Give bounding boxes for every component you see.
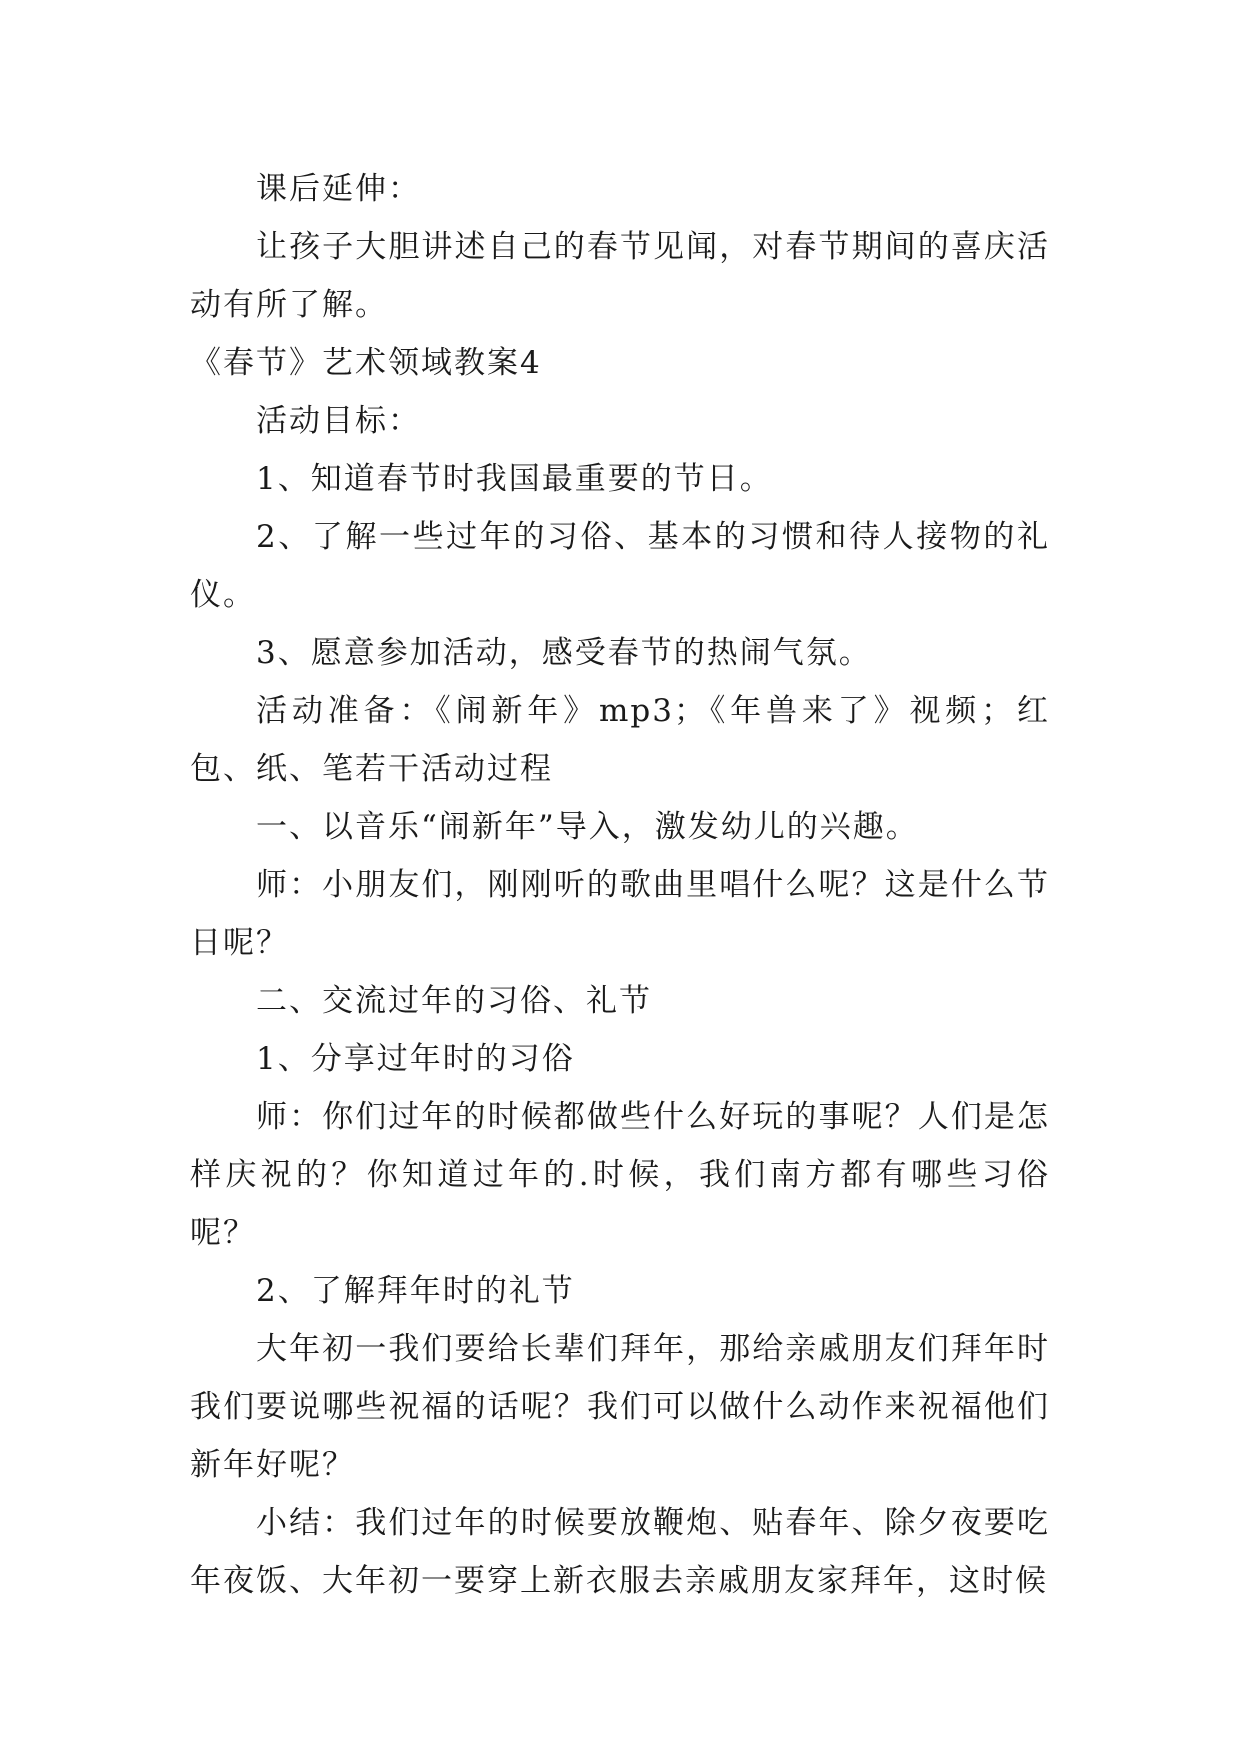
- summary: 小结：我们过年的时候要放鞭炮、贴春年、除夕夜要吃年夜饭、大年初一要穿上新衣服去亲戚朋友家拜年，这时候: [190, 1505, 1050, 1599]
- goal-3: 3、愿意参加活动，感受春节的热闹气氛。: [256, 635, 872, 671]
- new-year-greeting: 大年初一我们要给长辈们拜年，那给亲戚朋友们拜年时我们要说哪些祝福的话呢？我们可以做什么动作来祝福他们新年好呢？: [190, 1331, 1050, 1483]
- goals-label: 活动目标：: [256, 403, 421, 439]
- document-body: [190, 160, 1050, 1610]
- preparation: 活动准备：《闹新年》mp3；《年兽来了》视频；红包、纸、笔若干活动过程: [190, 693, 1050, 787]
- goal-1: 1、知道春节时我国最重要的节日。: [256, 461, 773, 497]
- after-class-extension-label: 课后延伸：: [256, 171, 421, 207]
- goal-2: 2、了解一些过年的习俗、基本的习惯和待人接物的礼仪。: [190, 519, 1050, 613]
- step-1: 一、以音乐“闹新年”导入，激发幼儿的兴趣。: [256, 809, 919, 845]
- after-class-extension-body: 让孩子大胆讲述自己的春节见闻，对春节期间的喜庆活动有所了解。: [190, 229, 1050, 323]
- teacher-question-2: 师：你们过年的时候都做些什么好玩的事呢？人们是怎样庆祝的？你知道过年的.时候，我们南方都有哪些习俗呢？: [190, 1099, 1050, 1251]
- teacher-question-1: 师：小朋友们，刚刚听的歌曲里唱什么呢？这是什么节日呢？: [190, 867, 1050, 961]
- step-2: 二、交流过年的习俗、礼节: [256, 983, 652, 1019]
- step-2-2: 2、了解拜年时的礼节: [256, 1273, 575, 1309]
- section-title: 《春节》艺术领域教案4: [190, 345, 542, 381]
- step-2-1: 1、分享过年时的习俗: [256, 1041, 575, 1077]
